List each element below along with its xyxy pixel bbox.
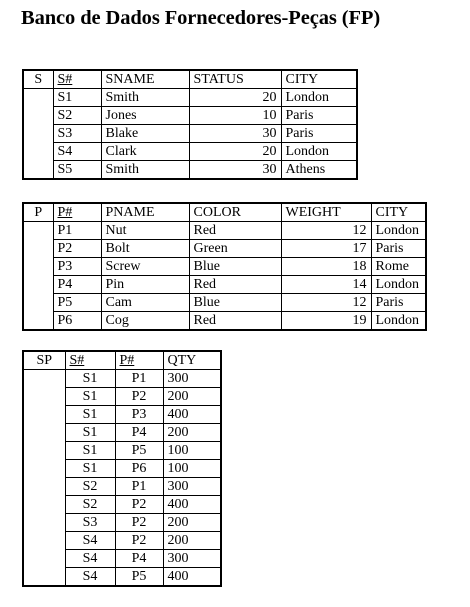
table-row — [23, 442, 221, 460]
table-row — [23, 478, 221, 496]
column-header: WEIGHT — [281, 203, 371, 222]
table-cell: P2 — [115, 532, 163, 550]
row-stub — [23, 143, 53, 161]
table-row — [23, 222, 426, 240]
table-cell: P6 — [53, 312, 101, 331]
table-cell: P5 — [115, 568, 163, 587]
table-row — [23, 460, 221, 478]
table-cell: Cam — [101, 294, 189, 312]
table-row — [23, 161, 357, 180]
table-cell: Green — [189, 240, 281, 258]
table-cell: London — [371, 222, 426, 240]
table-cell: S1 — [65, 388, 115, 406]
row-stub — [23, 125, 53, 143]
table-cell: P3 — [53, 258, 101, 276]
row-stub — [23, 222, 53, 240]
table-cell: 400 — [163, 406, 221, 424]
page-title: Banco de Dados Fornecedores-Peças (FP) — [21, 7, 381, 29]
column-header: SNAME — [101, 70, 189, 89]
table-cell: London — [371, 312, 426, 331]
table-cell: 400 — [163, 496, 221, 514]
table-cell: Jones — [101, 107, 189, 125]
table-row — [23, 89, 357, 107]
row-stub — [23, 370, 65, 388]
row-stub — [23, 442, 65, 460]
table-cell: S3 — [53, 125, 101, 143]
column-header: PNAME — [101, 203, 189, 222]
table-cell: 12 — [281, 294, 371, 312]
table-cell: P5 — [115, 442, 163, 460]
row-stub — [23, 406, 65, 424]
table-cell: 200 — [163, 532, 221, 550]
table-cell: S2 — [65, 478, 115, 496]
column-header: CITY — [371, 203, 426, 222]
column-header — [65, 351, 115, 370]
table-cell: S4 — [65, 568, 115, 587]
row-stub — [23, 240, 53, 258]
table-cell: Smith — [101, 161, 189, 180]
table-row — [23, 514, 221, 532]
table-cell: Blue — [189, 258, 281, 276]
table-cell: P3 — [115, 406, 163, 424]
table-cell: P2 — [115, 496, 163, 514]
table-cell: 18 — [281, 258, 371, 276]
table-cell: P1 — [53, 222, 101, 240]
table-name: P — [23, 203, 53, 222]
row-stub — [23, 276, 53, 294]
row-stub — [23, 294, 53, 312]
table-cell: S1 — [53, 89, 101, 107]
table-row — [23, 294, 426, 312]
table-cell: P2 — [53, 240, 101, 258]
row-stub — [23, 496, 65, 514]
table-cell: 300 — [163, 370, 221, 388]
table-cell: S1 — [65, 406, 115, 424]
table-cell: P5 — [53, 294, 101, 312]
table-cell: 300 — [163, 550, 221, 568]
table-row — [23, 406, 221, 424]
table-cell: S4 — [65, 532, 115, 550]
table-cell: 400 — [163, 568, 221, 587]
table-cell: Rome — [371, 258, 426, 276]
column-header: STATUS — [189, 70, 281, 89]
table-cell: P1 — [115, 478, 163, 496]
table-cell: 100 — [163, 460, 221, 478]
primary-key-label: S# — [57, 72, 73, 87]
table-cell: Athens — [281, 161, 357, 180]
table-cell: P6 — [115, 460, 163, 478]
shipments-table — [22, 350, 222, 587]
table-cell: Paris — [281, 125, 357, 143]
table-cell: S1 — [65, 424, 115, 442]
table-cell: Paris — [281, 107, 357, 125]
table-cell: Nut — [101, 222, 189, 240]
table-cell: Blue — [189, 294, 281, 312]
table-cell: 19 — [281, 312, 371, 331]
column-header: QTY — [163, 351, 221, 370]
table-cell: 30 — [189, 125, 281, 143]
suppliers-table — [22, 69, 358, 180]
table-cell: S4 — [53, 143, 101, 161]
row-stub — [23, 478, 65, 496]
table-name: S — [23, 70, 53, 89]
table-cell: S2 — [65, 496, 115, 514]
table-row — [23, 568, 221, 587]
table-header-row — [23, 203, 426, 222]
table-row — [23, 312, 426, 331]
table-cell: P4 — [115, 550, 163, 568]
column-header — [53, 70, 101, 89]
table-cell: P4 — [115, 424, 163, 442]
table-cell: 200 — [163, 514, 221, 532]
table-cell: London — [281, 89, 357, 107]
primary-key-label: P# — [57, 205, 73, 220]
row-stub — [23, 258, 53, 276]
parts-table — [22, 202, 427, 331]
table-cell: P2 — [115, 388, 163, 406]
table-cell: 30 — [189, 161, 281, 180]
row-stub — [23, 424, 65, 442]
table-cell: Red — [189, 222, 281, 240]
table-cell: P2 — [115, 514, 163, 532]
table-cell: Red — [189, 276, 281, 294]
column-header: CITY — [281, 70, 357, 89]
table-cell: 20 — [189, 143, 281, 161]
table-row — [23, 388, 221, 406]
table-row — [23, 143, 357, 161]
table-row — [23, 550, 221, 568]
table-row — [23, 532, 221, 550]
table-row — [23, 370, 221, 388]
table-row — [23, 258, 426, 276]
table-cell: P4 — [53, 276, 101, 294]
row-stub — [23, 550, 65, 568]
row-stub — [23, 460, 65, 478]
table-cell: Paris — [371, 294, 426, 312]
table-row — [23, 107, 357, 125]
row-stub — [23, 514, 65, 532]
table-header-row — [23, 351, 221, 370]
table-cell: 200 — [163, 388, 221, 406]
table-row — [23, 496, 221, 514]
primary-key-label: S# — [69, 353, 85, 368]
table-cell: Red — [189, 312, 281, 331]
column-header: COLOR — [189, 203, 281, 222]
table-cell: S3 — [65, 514, 115, 532]
table-row — [23, 276, 426, 294]
table-cell: 100 — [163, 442, 221, 460]
table-header-row — [23, 70, 357, 89]
row-stub — [23, 89, 53, 107]
table-name: SP — [23, 351, 65, 370]
row-stub — [23, 161, 53, 180]
table-cell: London — [371, 276, 426, 294]
table-cell: Screw — [101, 258, 189, 276]
table-cell: 17 — [281, 240, 371, 258]
column-header — [115, 351, 163, 370]
table-cell: Clark — [101, 143, 189, 161]
row-stub — [23, 388, 65, 406]
table-cell: 10 — [189, 107, 281, 125]
table-cell: Smith — [101, 89, 189, 107]
primary-key-label: P# — [119, 353, 135, 368]
table-cell: 200 — [163, 424, 221, 442]
table-cell: Cog — [101, 312, 189, 331]
table-cell: London — [281, 143, 357, 161]
table-cell: S1 — [65, 460, 115, 478]
table-cell: 12 — [281, 222, 371, 240]
table-row — [23, 240, 426, 258]
table-cell: S1 — [65, 442, 115, 460]
row-stub — [23, 568, 65, 587]
table-cell: Bolt — [101, 240, 189, 258]
table-cell: P1 — [115, 370, 163, 388]
table-cell: 300 — [163, 478, 221, 496]
table-cell: Paris — [371, 240, 426, 258]
table-row — [23, 424, 221, 442]
table-cell: S2 — [53, 107, 101, 125]
table-cell: S5 — [53, 161, 101, 180]
table-cell: Pin — [101, 276, 189, 294]
column-header — [53, 203, 101, 222]
table-row — [23, 125, 357, 143]
table-cell: S1 — [65, 370, 115, 388]
table-cell: S4 — [65, 550, 115, 568]
row-stub — [23, 107, 53, 125]
table-cell: 20 — [189, 89, 281, 107]
table-cell: Blake — [101, 125, 189, 143]
row-stub — [23, 532, 65, 550]
row-stub — [23, 312, 53, 331]
table-cell: 14 — [281, 276, 371, 294]
